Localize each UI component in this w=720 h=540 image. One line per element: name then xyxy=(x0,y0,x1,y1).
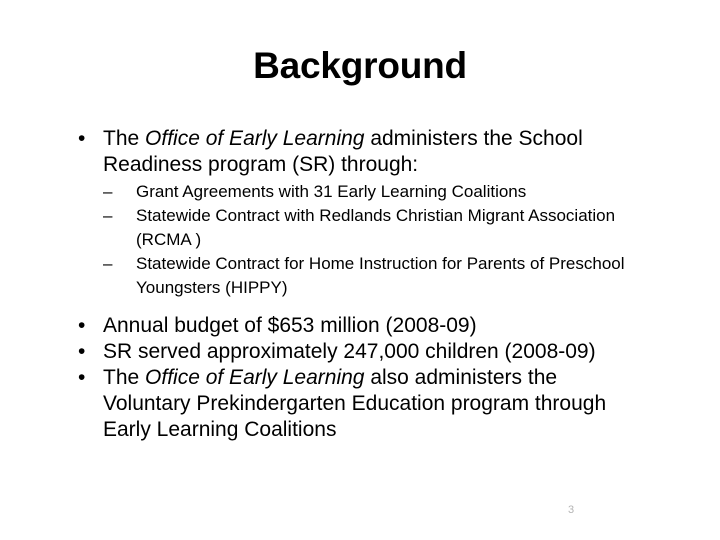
plain-text: SR served approximately 247,000 children (2008-09) xyxy=(103,340,596,363)
sub-bullet-item xyxy=(103,204,630,252)
list-spacer xyxy=(103,302,630,313)
sub-bullet-item xyxy=(103,252,630,300)
emphasis-text: Office of Early Learning xyxy=(145,366,365,389)
bullet-text xyxy=(103,127,583,176)
bullet-dot-icon: • xyxy=(78,366,86,389)
bullet-text xyxy=(103,366,606,441)
bullet-dot-icon: • xyxy=(78,340,86,363)
en-dash-icon: – xyxy=(103,182,113,201)
plain-text: also administers the Voluntary Prekindergarten Education program through Early Learning Coalitions xyxy=(103,366,607,441)
plain-text: The xyxy=(103,127,146,150)
page-number: 3 xyxy=(567,504,575,516)
slide-body xyxy=(70,126,630,443)
sub-bullet-text: Statewide Contract with Redlands Christian Migrant Association (RCMA ) xyxy=(136,206,616,249)
bullet-item xyxy=(70,126,630,313)
sub-bullet-text: Grant Agreements with 31 Early Learning Coalitions xyxy=(136,182,527,201)
bullet-text xyxy=(103,340,596,363)
en-dash-icon: – xyxy=(103,206,113,225)
bullet-list-level1 xyxy=(70,126,630,443)
sub-bullet-text: Statewide Contract for Home Instruction for Parents of Preschool Youngsters (HIPPY) xyxy=(136,254,625,297)
en-dash-icon: – xyxy=(103,254,113,273)
bullet-item xyxy=(70,313,630,339)
bullet-text xyxy=(103,314,477,337)
bullet-item xyxy=(70,339,630,365)
plain-text: administers the School Readiness program (SR) through: xyxy=(103,127,583,176)
sub-bullet-item xyxy=(103,180,630,204)
bullet-item xyxy=(70,365,630,443)
bullet-list-level2 xyxy=(103,180,630,300)
bullet-dot-icon: • xyxy=(78,314,86,337)
bullet-dot-icon: • xyxy=(78,127,86,150)
plain-text: The xyxy=(103,366,146,389)
plain-text: Annual budget of $653 million (2008-09) xyxy=(103,314,477,337)
emphasis-text: Office of Early Learning xyxy=(145,127,365,150)
page-title: Background xyxy=(253,45,467,86)
